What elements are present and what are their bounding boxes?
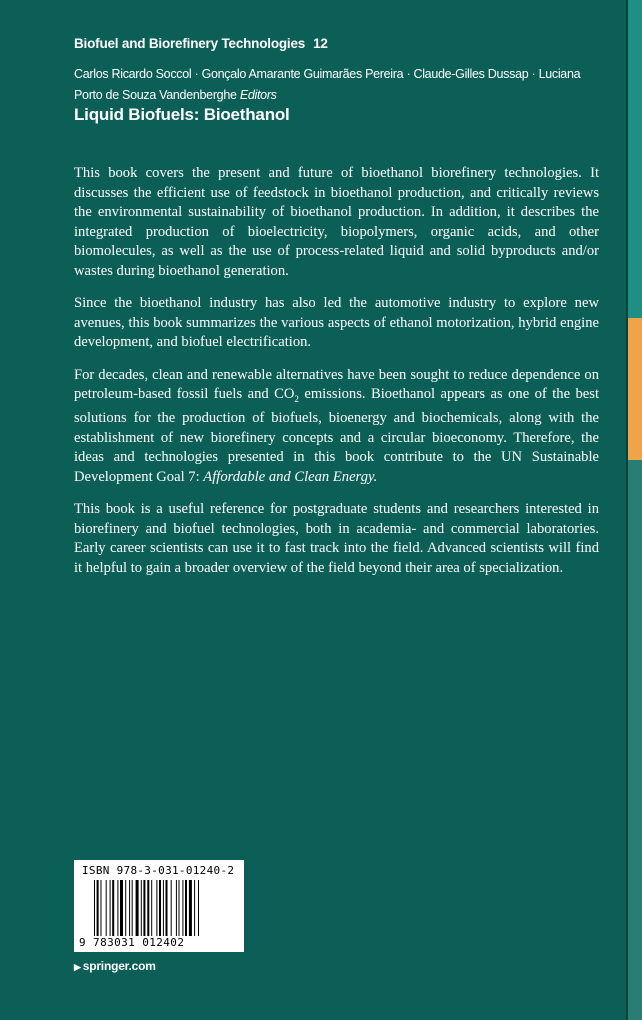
back-cover-blurb: [74, 164, 599, 591]
blurb-paragraph-1: This book covers the present and future of bioethanol biorefinery technologies. It discusses the efficient use of feedstock in bioethanol production, and critically reviews the environmental sustainability of bioethanol production. In addition, it describes the integrated production of bioelectricity, biopolymers, organic acids, and other biomolecules, as well as the use of process-related liquid and solid byproducts and/or wastes during bioethanol generation.: [74, 165, 599, 279]
arrow-right-icon: ▶: [74, 962, 81, 972]
series-volume: 12: [313, 36, 328, 51]
ean-digits: 9 783031 012402: [79, 936, 185, 949]
blurb-paragraph-2: Since the bioethanol industry has also led the automotive industry to explore new avenues, this book summarizes the various aspects of ethanol motorization, hybrid engine development, and biofuel electrification.: [74, 295, 599, 350]
blurb-paragraph-3: [74, 366, 599, 488]
spine-edge: [626, 0, 642, 1020]
series-name: Biofuel and Biorefinery Technologies: [74, 36, 306, 51]
editor-names: Carlos Ricardo Soccol · Gonçalo Amarante Guimarães Pereira · Claude-Gilles Dussap · Luciana Porto de Souza Vandenberghe: [74, 67, 581, 102]
blurb-paragraph-4: This book is a useful reference for postgraduate students and researchers interested in biorefinery and biofuel technologies, both in academia- and commercial laboratories. Early career scientists can use it to fast track into the field. Advanced scientists will find it helpful to gain a broader overview of the field beyond their area of specialization.: [74, 501, 599, 576]
co2-subscript: 2: [294, 393, 299, 404]
blurb-p3-part-b: emissions. Bioethanol appears as one of the best solutions for the production of biofuels, bioenergy and biochemicals, along with the establishment of new biorefinery concepts and a circular bioeconomy. Therefore, the ideas and technologies presented in this book contribute to the UN Sustainable Development Goal 7:: [74, 386, 600, 485]
series-title: [74, 36, 328, 51]
publisher-url: springer.com: [82, 959, 156, 973]
spine-segment-bottom: [626, 460, 642, 1020]
spine-segment-top: [626, 0, 642, 318]
book-title: Liquid Biofuels: Bioethanol: [74, 105, 290, 124]
spine-segment-accent: [626, 318, 642, 460]
barcode-icon: [94, 880, 234, 936]
spine-divider: [626, 0, 628, 1020]
editors-line: [74, 64, 594, 106]
blurb-p3-part-a: For decades, clean and renewable alternatives have been sought to reduce dependence on petroleum-based fossil fuels and CO: [74, 366, 599, 402]
sdg-goal-name: Affordable and Clean Energy.: [203, 468, 378, 485]
publisher-link[interactable]: [74, 959, 156, 973]
editors-role: Editors: [239, 88, 277, 102]
isbn-label: ISBN 978-3-031-01240-2: [82, 864, 235, 877]
barcode-panel: [74, 860, 244, 952]
